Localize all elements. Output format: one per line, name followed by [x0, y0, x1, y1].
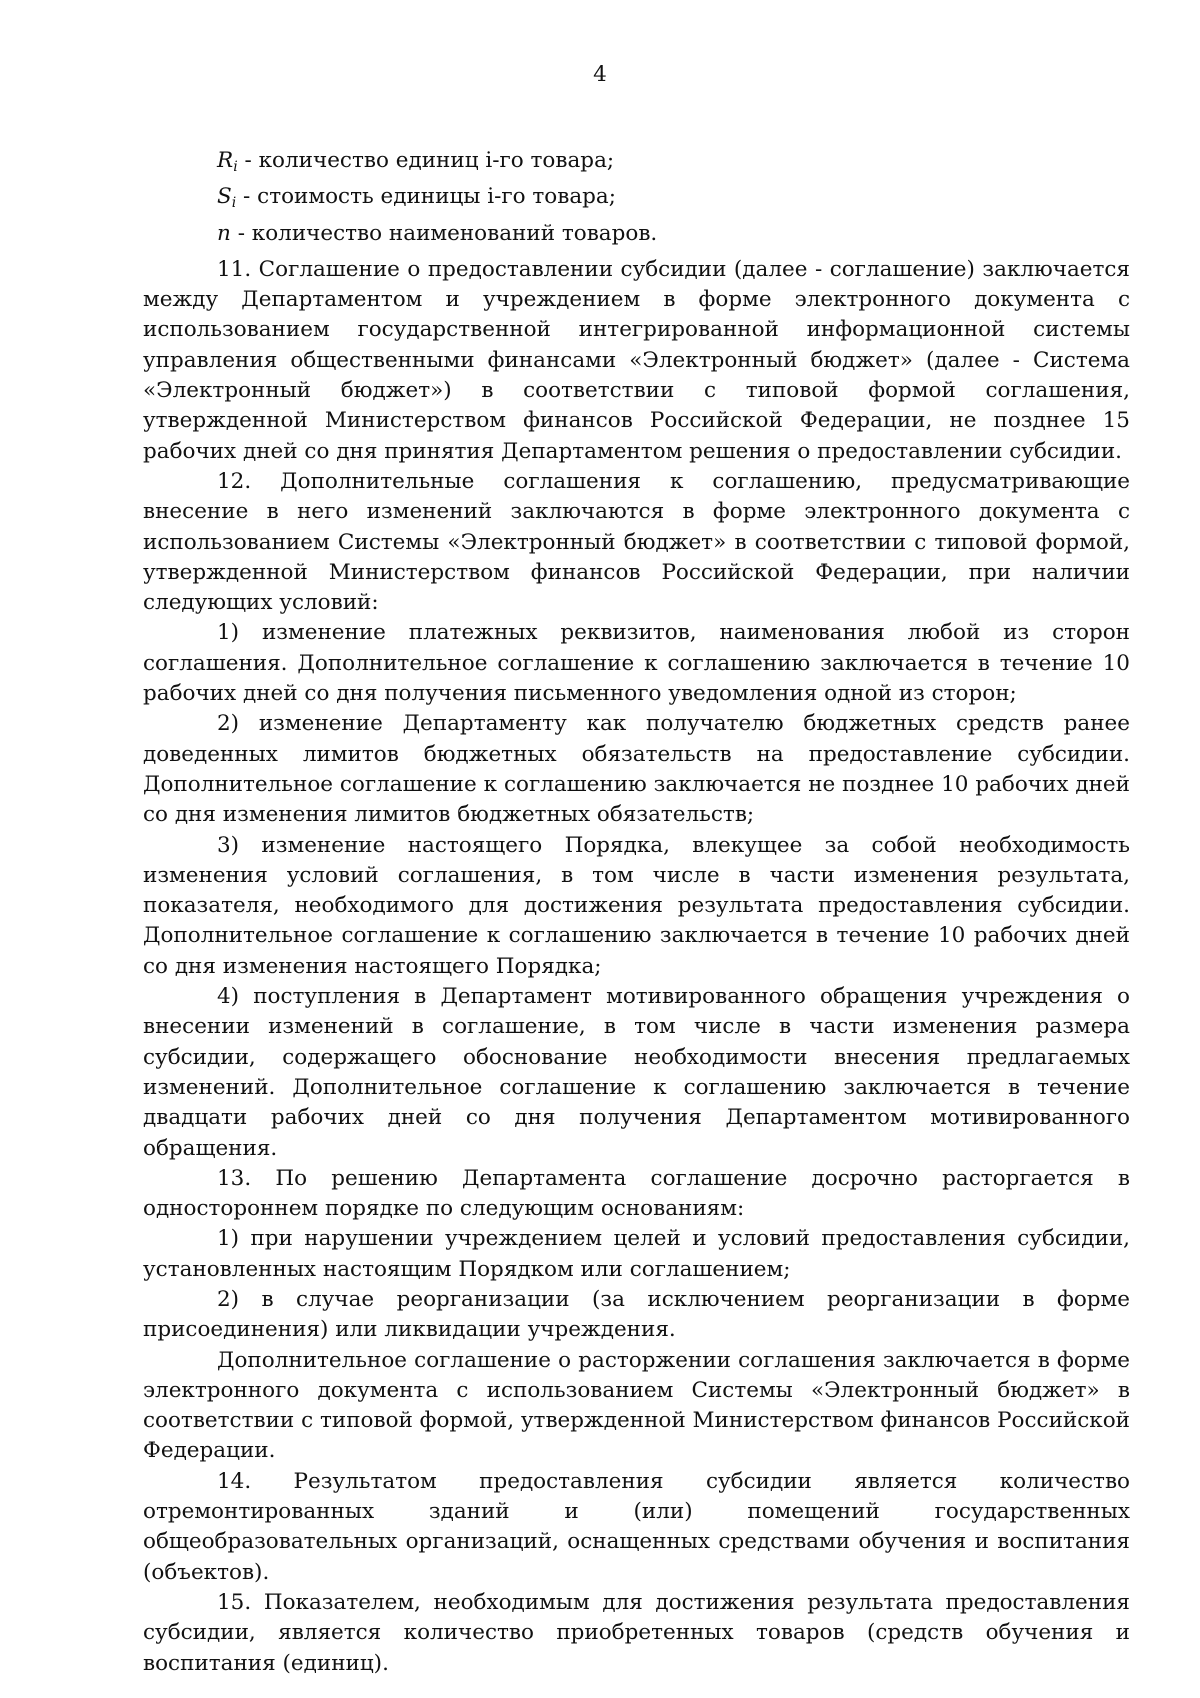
definition-line [217, 182, 1130, 218]
definition-text: - количество единиц i-го товара; [237, 148, 615, 173]
paragraph-12-item-2: 2) изменение Департаменту как получателю бюджетных средств ранее доведенных лимитов бюджетных обязательств на предоставление субсидии. Дополнительное соглашение к соглашению заключается не позднее 10 рабочих дней со дня изменения лимитов бюджетных обязательств; [143, 711, 1130, 828]
paragraph-13: 13. По решению Департамента соглашение досрочно расторгается в одностороннем порядке по следующим основаниям: [143, 1165, 1130, 1222]
page-number: 4 [593, 62, 607, 87]
paragraph-13-item-2: 2) в случае реорганизации (за исключением реорганизации в форме присоединения) или ликвидации учреждения. [143, 1286, 1130, 1343]
document-body [143, 146, 1130, 1679]
paragraph-11: 11. Соглашение о предоставлении субсидии (далее - соглашение) заключается между Департаментом и учреждением в форме электронного документа с использованием государственной интегрированной информационной системы управления общественными финансами «Электронный бюджет» (далее - Система «Электронный бюджет») в соответствии с типовой формой соглашения, утвержденной Министерством финансов Российской Федерации, не позднее 15 рабочих дней со дня принятия Департаментом решения о предоставлении субсидии. [143, 256, 1130, 464]
variable-symbol: S [217, 184, 232, 210]
variable-symbol: n [217, 220, 231, 246]
paragraph-12: 12. Дополнительные соглашения к соглашению, предусматривающие внесение в него изменений заключаются в форме электронного документа с использованием Системы «Электронный бюджет» в соответствии с типовой формой, утвержденной Министерством финансов Российской Федерации, при наличии следующих условий: [143, 468, 1130, 616]
definition-line [217, 219, 1130, 255]
paragraph-termination: Дополнительное соглашение о расторжении соглашения заключается в форме электронного документа с использованием Системы «Электронный бюджет» в соответствии с типовой формой, утвержденной Министерством финансов Российской Федерации. [143, 1347, 1130, 1464]
variable-symbol: R [217, 148, 234, 173]
variable-subscript: i [233, 159, 238, 175]
paragraph-12-item-4: 4) поступления в Департамент мотивированного обращения учреждения о внесении изменений в соглашение, в том числе в части изменения размера субсидии, содержащего обоснование необходимости внесения предлагаемых изменений. Дополнительное соглашение к соглашению заключается в течение двадцати рабочих дней со дня получения Департаментом мотивированного обращения. [143, 984, 1130, 1161]
paragraph-13-item-1: 1) при нарушении учреждением целей и условий предоставления субсидии, установленных настоящим Порядком или соглашением; [143, 1226, 1130, 1282]
definition-text: - стоимость единицы i-го товара; [236, 184, 616, 210]
definition-line [217, 146, 1130, 182]
paragraph-15: 15. Показателем, необходимым для достижения результата предоставления субсидии, является количество приобретенных товаров (средств обучения и воспитания (единиц). [143, 1589, 1130, 1676]
variable-subscript: i [231, 195, 237, 212]
paragraph-14: 14. Результатом предоставления субсидии является количество отремонтированных зданий и (или) помещений государственных общеобразовательных организаций, оснащенных средствами обучения и воспитания (объектов). [143, 1468, 1130, 1585]
paragraph-12-item-3: 3) изменение настоящего Порядка, влекущее за собой необходимость изменения условий соглашения, в том числе в части изменения результата, показателя, необходимого для достижения результата предоставления субсидии. Дополнительное соглашение к соглашению заключается в течение 10 рабочих дней со дня изменения настоящего Порядка; [143, 832, 1130, 979]
definition-text: - количество наименований товаров. [230, 220, 658, 246]
paragraph-12-item-1: 1) изменение платежных реквизитов, наименования любой из сторон соглашения. Дополнительное соглашение к соглашению заключается в течение 10 рабочих дней со дня получения письменного уведомления одной из сторон; [143, 620, 1130, 707]
